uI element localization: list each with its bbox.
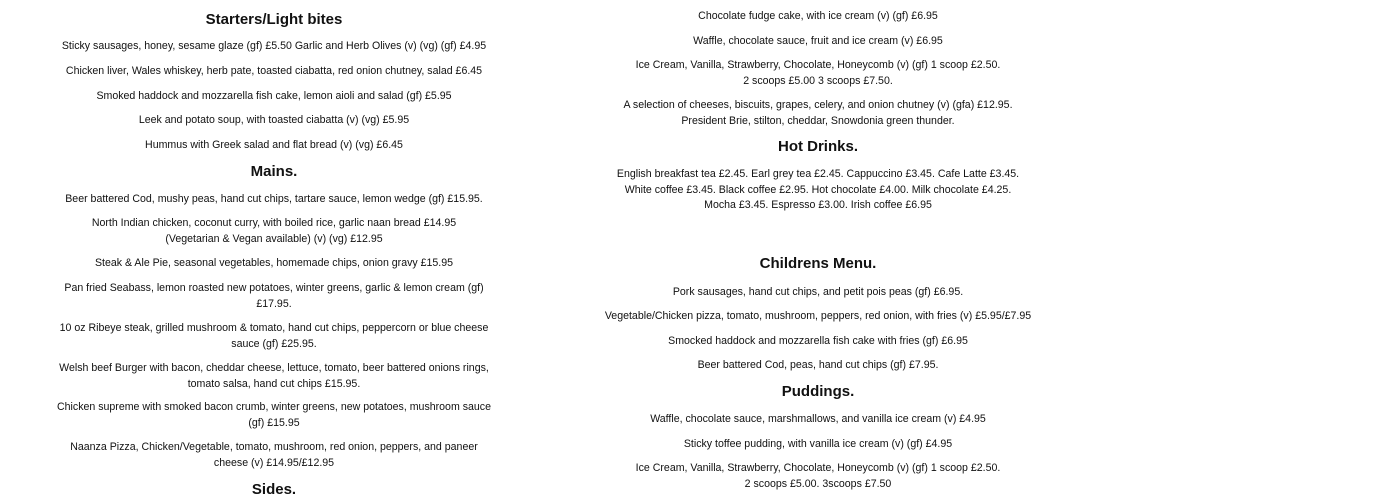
main-item-line: Chicken supreme with smoked bacon crumb, winter greens, new potatoes, mushroom sauce (57, 401, 491, 413)
main-item (52, 321, 496, 352)
pudding-item (612, 461, 1024, 492)
childrens-item: Beer battered Cod, peas, hand cut chips (gf) £7.95. (697, 359, 939, 371)
main-item-line: £17.95. (256, 297, 292, 310)
dessert-item (612, 9, 1024, 25)
childrens-menu-heading: Childrens Menu. (759, 255, 877, 272)
main-item-line: Welsh beef Burger with bacon, cheddar cheese, lettuce, tomato, beer battered onions rings, (59, 362, 489, 374)
dessert-item (612, 34, 1024, 50)
main-item (52, 281, 496, 312)
main-item (42, 192, 506, 208)
puddings-heading: Puddings. (781, 383, 855, 400)
main-item-line: Pan fried Seabass, lemon roasted new potatoes, winter greens, garlic & lemon cream (gf) (64, 282, 484, 294)
dessert-item-line: Ice Cream, Vanilla, Strawberry, Chocolate, Honeycomb (v) (gf) 1 scoop £2.50. (635, 59, 1001, 71)
starter-item: Chicken liver, Wales whiskey, herb pate, toasted ciabatta, red onion chutney, salad £6.45 (65, 65, 483, 77)
sides-heading: Sides. (251, 481, 297, 498)
main-item-line: cheese (v) £14.95/£12.95 (213, 456, 335, 469)
main-item-line: Beer battered Cod, mushy peas, hand cut chips, tartare sauce, lemon wedge (gf) £15.95. (65, 193, 483, 205)
pudding-item-line: Sticky toffee pudding, with vanilla ice cream (v) (gf) £4.95 (683, 438, 953, 450)
starters-heading: Starters/Light bites (205, 11, 343, 28)
dessert-item (612, 58, 1024, 89)
main-item-line: North Indian chicken, coconut curry, with boiled rice, garlic naan bread £14.95 (91, 217, 457, 229)
dessert-item-line: Chocolate fudge cake, with ice cream (v) (gf) £6.95 (698, 10, 938, 22)
hot-drinks-line: White coffee £3.45. Black coffee £2.95. Hot chocolate £4.00. Milk chocolate £4.25. (624, 183, 1012, 196)
starter-item: Sticky sausages, honey, sesame glaze (gf) £5.50 Garlic and Herb Olives (v) (vg) (gf) £4.95 (61, 40, 487, 52)
dessert-item-line: A selection of cheeses, biscuits, grapes, celery, and onion chutney (v) (gfa) £12.95. (623, 99, 1013, 111)
hot-drinks-line: English breakfast tea £2.45. Earl grey tea £2.45. Cappuccino £3.45. Cafe Latte £3.45. (616, 168, 1020, 180)
main-item (62, 440, 486, 471)
hot-drinks-line: Mocha £3.45. Espresso £3.00. Irish coffee £6.95 (704, 199, 932, 211)
pudding-item (612, 437, 1024, 453)
childrens-item: Smocked haddock and mozzarella fish cake with fries (gf) £6.95 (668, 335, 968, 347)
hot-drinks-list (602, 167, 1034, 214)
main-item (52, 400, 496, 431)
cheese-board-item (602, 98, 1034, 129)
main-item-line: sauce (gf) £25.95. (231, 337, 317, 350)
pudding-item-line: 2 scoops £5.00. 3scoops £7.50 (744, 477, 892, 490)
mains-heading: Mains. (250, 163, 298, 180)
starter-item: Hummus with Greek salad and flat bread (v) (vg) £6.45 (145, 139, 403, 151)
main-item-line: (gf) £15.95 (248, 416, 300, 429)
dessert-item-line: 2 scoops £5.00 3 scoops £7.50. (743, 74, 893, 87)
dessert-item-line: President Brie, stilton, cheddar, Snowdonia green thunder. (681, 114, 955, 127)
hot-drinks-heading: Hot Drinks. (777, 138, 858, 155)
main-item (62, 216, 486, 247)
starter-item: Smoked haddock and mozzarella fish cake, lemon aioli and salad (gf) £5.95 (96, 90, 452, 102)
dessert-item-line: Waffle, chocolate sauce, fruit and ice cream (v) £6.95 (693, 35, 943, 47)
main-item (62, 256, 486, 272)
pudding-item (612, 412, 1024, 428)
starter-item: Leek and potato soup, with toasted ciabatta (v) (vg) £5.95 (138, 114, 410, 126)
main-item (52, 361, 496, 392)
childrens-item: Pork sausages, hand cut chips, and petit pois peas (gf) £6.95. (672, 286, 964, 298)
pudding-item-line: Ice Cream, Vanilla, Strawberry, Chocolate, Honeycomb (v) (gf) 1 scoop £2.50. (635, 462, 1001, 474)
main-item-line: Naanza Pizza, Chicken/Vegetable, tomato, mushroom, red onion, peppers, and paneer (70, 441, 478, 453)
main-item-line: (Vegetarian & Vegan available) (v) (vg) £12.95 (165, 232, 383, 245)
main-item-line: tomato salsa, hand cut chips £15.95. (187, 377, 361, 390)
childrens-item: Vegetable/Chicken pizza, tomato, mushroom, peppers, red onion, with fries (v) £5.95/£7.95 (604, 310, 1032, 322)
pudding-item-line: Waffle, chocolate sauce, marshmallows, and vanilla ice cream (v) £4.95 (650, 413, 986, 425)
main-item-line: 10 oz Ribeye steak, grilled mushroom & tomato, hand cut chips, peppercorn or blue cheese (59, 322, 489, 334)
main-item-line: Steak & Ale Pie, seasonal vegetables, homemade chips, onion gravy £15.95 (94, 257, 454, 269)
